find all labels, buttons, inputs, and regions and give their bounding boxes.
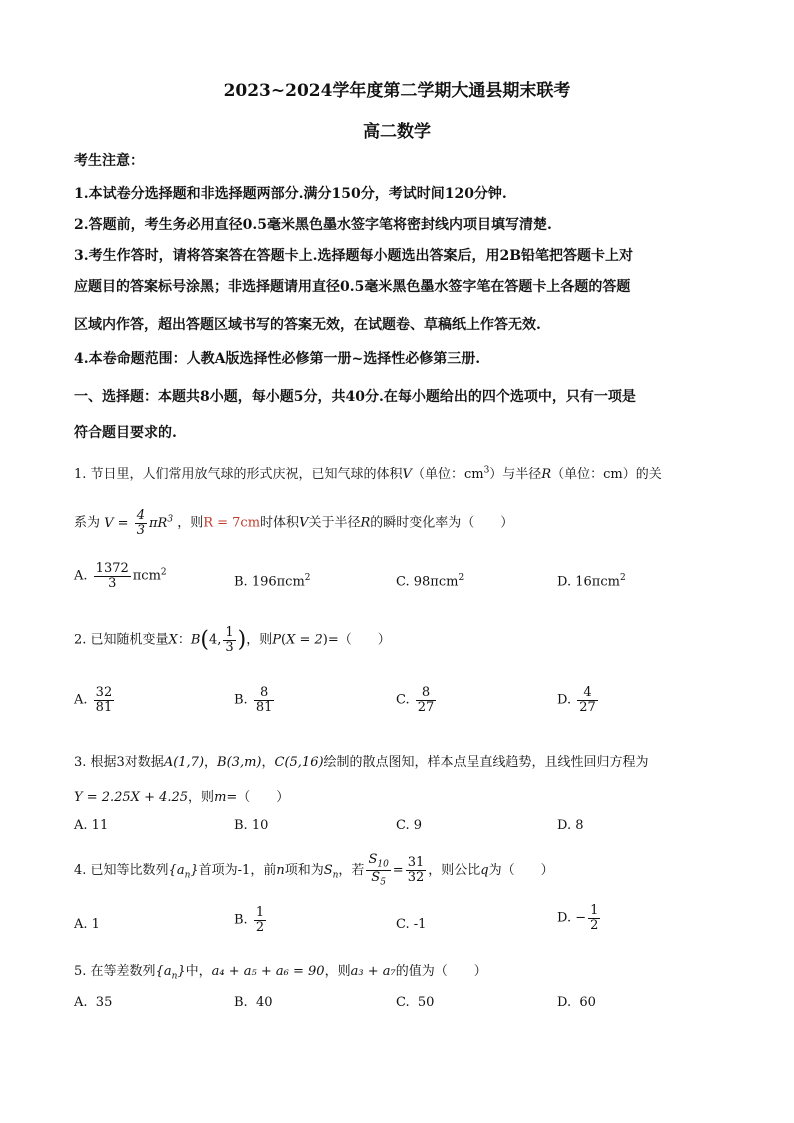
- option-d[interactable]: D. − $\frac{1}{2}$: [557, 903, 599, 933]
- question-2-line1: 2. 已知随机变量X：B(4, $\frac{1}{3}$ )，则P(X = 2)=（ ）: [74, 625, 391, 655]
- question-1-line1: 1. 节日里，人们常用放气球的形式庆祝，已知气球的体积V（单位：$cm^3$）与半径R（单位：cm）的关: [74, 465, 662, 482]
- option-d[interactable]: D. 16πcm$^2$: [557, 573, 626, 590]
- option-b[interactable]: B. 196πcm$^2$: [234, 573, 311, 590]
- option-c[interactable]: C. -1: [396, 917, 427, 932]
- option-b[interactable]: B. 40: [234, 995, 273, 1010]
- option-d[interactable]: D. 8: [557, 818, 584, 833]
- section-heading: 符合题目要求的.: [74, 425, 177, 441]
- page-title: 2023~2024学年度第二学期大通县期末联考: [223, 81, 571, 101]
- section-heading: 一、选择题：本题共8小题，每小题5分，共40分.在每小题给出的四个选项中，只有一项是: [74, 389, 636, 405]
- question-4-line1: 4. 已知等比数列$\{a_n\}$首项为-1，前n项和为$S_n$，若 $\frac{S_{10}}{S_5}$ = $\frac{31}{32}$ ，则公比q为（ ）: [74, 852, 554, 888]
- notice-item: 1.本试卷分选择题和非选择题两部分.满分150分，考试时间120分钟.: [74, 186, 507, 202]
- notice-heading: 考生注意：: [74, 153, 144, 169]
- given-radius: R = 7cm: [203, 515, 261, 531]
- question-3-line1: 3. 根据3对数据A(1,7)，B(3,m)，C(5,16)绘制的散点图知，样本点呈直线趋势，且线性回归方程为: [74, 755, 649, 770]
- option-a[interactable]: A. $\frac{32}{81}$: [74, 685, 113, 715]
- option-c[interactable]: C. $\frac{8}{27}$: [396, 685, 435, 715]
- option-d[interactable]: D. 60: [557, 995, 596, 1010]
- notice-item: 4.本卷命题范围：人教A版选择性必修第一册~选择性必修第三册.: [74, 351, 481, 367]
- option-c[interactable]: C. 98πcm$^2$: [396, 573, 465, 590]
- option-b[interactable]: B. 10: [234, 818, 269, 833]
- page-subtitle: 高二数学: [363, 122, 431, 142]
- notice-item: 2.答题前，考生务必用直径0.5毫米黑色墨水签字笔将密封线内项目填写清楚.: [74, 217, 552, 233]
- option-b[interactable]: B. $\frac{8}{81}$: [234, 685, 273, 715]
- question-5-line1: 5. 在等差数列$\{a_n\}$中，a₄ + a₅ + a₆ = 90，则a₃ + a₇的值为（ ）: [74, 964, 487, 982]
- option-a[interactable]: A. 11: [74, 818, 109, 833]
- question-3-line2: Y = 2.25X + 4.25，则m=（ ）: [74, 790, 290, 805]
- notice-item: 应题目的答案标号涂黑；非选择题请用直径0.5毫米黑色墨水签字笔在答题卡上各题的答题: [74, 279, 631, 295]
- notice-item: 区域内作答，超出答题区域书写的答案无效，在试题卷、草稿纸上作答无效.: [74, 317, 541, 333]
- option-a[interactable]: A. $\frac{1372}{3}$ πcm$^2$: [74, 561, 167, 591]
- notice-item: 3.考生作答时，请将答案答在答题卡上.选择题每小题选出答案后，用2B铅笔把答题卡上对: [74, 248, 634, 264]
- option-b[interactable]: B. $\frac{1}{2}$: [234, 905, 265, 935]
- option-c[interactable]: C. 50: [396, 995, 435, 1010]
- option-a[interactable]: A. 1: [74, 917, 100, 932]
- volume-formula: V = $\frac{4}{3}$ $\pi R^3$: [104, 508, 174, 538]
- option-c[interactable]: C. 9: [396, 818, 423, 833]
- question-1-line2: 系为 V = $\frac{4}{3}$ $\pi R^3$ ，则R = 7cm时体积V关于半径R的瞬时变化率为（ ）: [74, 508, 514, 538]
- option-d[interactable]: D. $\frac{4}{27}$: [557, 685, 596, 715]
- option-a[interactable]: A. 35: [74, 995, 113, 1010]
